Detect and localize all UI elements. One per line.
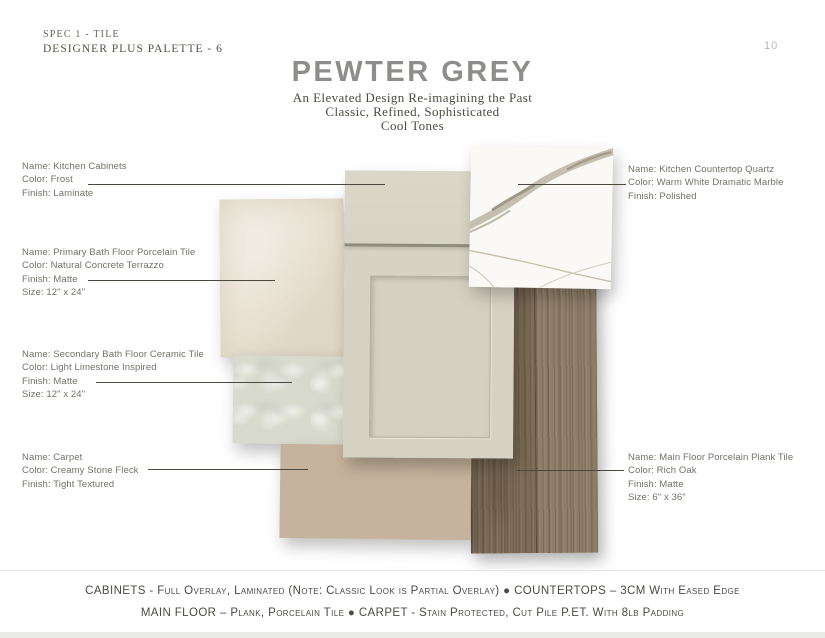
marble-vein-graphic xyxy=(469,146,613,289)
label-carpet xyxy=(22,451,139,491)
label-line-finish: Finish: Matte xyxy=(22,273,78,285)
label-line-finish: Finish: Laminate xyxy=(22,187,94,199)
label-line-color: Color: Creamy Stone Fleck xyxy=(22,465,139,477)
subtitle-line: Classic, Refined, Sophisticated xyxy=(325,104,500,119)
label-line-finish: Finish: Tight Textured xyxy=(22,478,115,490)
label-line-finish: Finish: Polished xyxy=(628,190,697,202)
label-line-size: Size: 12" x 24" xyxy=(22,287,86,299)
label-countertop-quartz xyxy=(628,163,784,203)
page-title: PEWTER GREY xyxy=(291,56,534,88)
label-line-finish: Finish: Matte xyxy=(628,478,684,490)
label-line-color: Color: Light Limestone Inspired xyxy=(22,362,157,374)
label-secondary-bath-tile xyxy=(22,348,204,402)
spec-label: SPEC 1 - TILE xyxy=(43,29,120,40)
footer-spec-line-2: MAIN FLOOR – Plank, Porcelain Tile ● CARPET - Stain Protected, Cut Pile P.ET. With 8lb Padding xyxy=(140,607,685,619)
connector-line-quartz xyxy=(518,184,626,185)
label-line-color: Color: Warm White Dramatic Marble xyxy=(628,177,784,189)
countertop-quartz-swatch xyxy=(469,146,613,289)
label-main-floor-plank xyxy=(628,451,793,505)
label-line-name: Name: Kitchen Cabinets xyxy=(22,161,127,172)
label-line-name: Name: Primary Bath Floor Porcelain Tile xyxy=(22,247,196,258)
carpet-swatch xyxy=(279,444,471,540)
label-line-size: Size: 12" x 24" xyxy=(22,389,86,401)
label-line-color: Color: Rich Oak xyxy=(628,465,697,477)
label-line-name: Name: Secondary Bath Floor Ceramic Tile xyxy=(22,349,204,360)
label-line-name: Name: Kitchen Countertop Quartz xyxy=(628,164,775,175)
label-line-finish: Finish: Matte xyxy=(22,375,78,387)
footer-bottom-bar xyxy=(0,632,825,638)
connector-line-secondary-tile xyxy=(96,382,292,383)
subtitle-line: Cool Tones xyxy=(380,118,445,133)
secondary-bath-tile-swatch xyxy=(233,355,346,444)
connector-line-wood-plank xyxy=(517,470,624,471)
footer-spec-line-1: CABINETS - Full Overlay, Laminated (Note: Classic Look is Partial Overlay) ● COUNTERTOPS – 3CM With Eased Edge xyxy=(85,585,740,597)
label-primary-bath-tile xyxy=(22,246,195,300)
primary-bath-tile-swatch xyxy=(219,198,344,357)
label-line-color: Color: Frost xyxy=(22,174,73,186)
label-line-name: Name: Carpet xyxy=(22,452,83,463)
label-line-name: Name: Main Floor Porcelain Plank Tile xyxy=(628,452,794,463)
label-line-size: Size: 6" x 36" xyxy=(628,492,686,504)
connector-line-cabinets xyxy=(88,184,385,185)
label-kitchen-cabinets xyxy=(22,160,127,200)
footer-divider xyxy=(0,570,825,571)
palette-label: DESIGNER PLUS PALETTE - 6 xyxy=(43,43,223,55)
wood-plank-right xyxy=(535,252,598,553)
cabinet-shaker-panel xyxy=(369,276,491,439)
label-line-color: Color: Natural Concrete Terrazzo xyxy=(22,260,164,272)
connector-line-primary-tile xyxy=(88,280,275,281)
connector-line-carpet xyxy=(148,469,308,470)
page-number: 10 xyxy=(764,40,779,52)
subtitle-line: An Elevated Design Re-imagining the Past xyxy=(292,90,533,105)
